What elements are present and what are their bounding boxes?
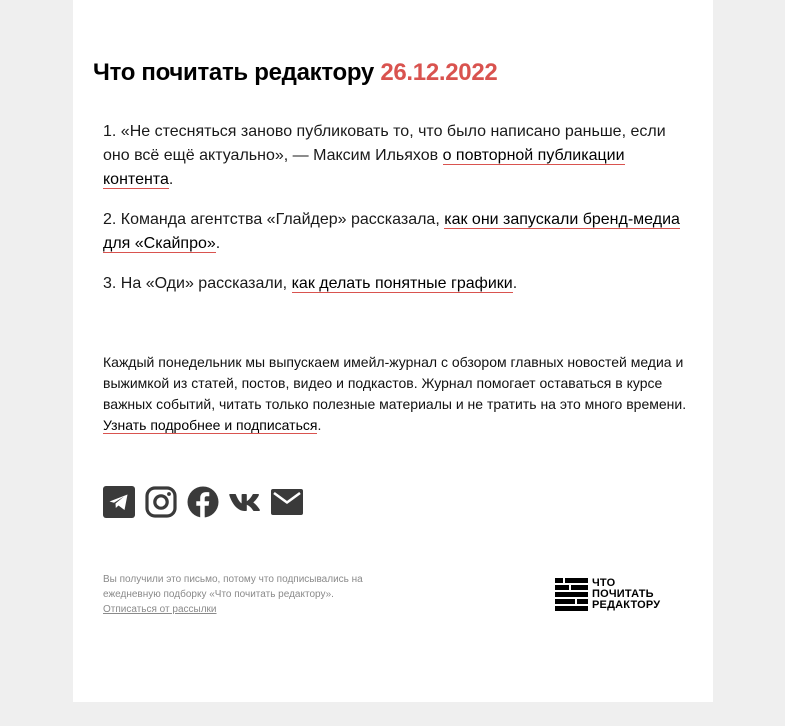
item-tail: . (168, 171, 174, 188)
logo-line: ЧТО (592, 576, 616, 589)
logo-line: ПОЧИТАТЬ (592, 587, 654, 600)
issue-date: 26.12.2022 (380, 59, 498, 86)
article-link[interactable]: как они запускали бренд-медиа для «Скайпро» (103, 211, 680, 252)
email-icon[interactable] (271, 486, 303, 518)
item-text: 1. «Не стесняться заново публиковать то, что было написано раньше, если оно всё ещё актуально», — Максим Ильяхов (103, 123, 666, 164)
subscribe-link[interactable]: Узнать подробнее и подписаться (103, 417, 318, 433)
list-item (103, 120, 683, 192)
page-title (93, 56, 497, 90)
about-text: Каждый понедельник мы выпускаем имейл-журнал с обзором главных новостей медиа и выжимкой из статей, постов, видео и подкастов. Журнал помогает оставаться в курсе важных событий, читать только полезные материалы и не тратить на это много времени. (103, 354, 687, 412)
article-link[interactable]: как делать понятные графики (291, 275, 513, 292)
item-text: 3. На «Оди» рассказали, (103, 275, 292, 292)
reading-list (103, 120, 683, 312)
title-text: Что почитать редактору (93, 59, 374, 86)
facebook-icon[interactable] (187, 486, 219, 518)
article-link[interactable]: о повторной публикации контента (103, 147, 625, 188)
footer-note (103, 572, 393, 617)
brand-logo (555, 576, 685, 612)
instagram-icon[interactable] (145, 486, 177, 518)
logo-wordmark (592, 578, 660, 611)
item-tail: . (512, 275, 518, 292)
social-links (103, 486, 303, 518)
item-tail: . (215, 235, 221, 252)
newsletter-card (73, 0, 713, 702)
list-item (103, 272, 683, 296)
about-tail: . (317, 417, 322, 433)
logo-bars-icon (555, 578, 588, 611)
telegram-icon[interactable] (103, 486, 135, 518)
about-paragraph (103, 352, 688, 436)
unsubscribe-link[interactable]: Отписаться от рассылки (103, 604, 217, 615)
list-item (103, 208, 683, 256)
logo-line: РЕДАКТОРУ (592, 598, 661, 611)
vk-icon[interactable] (229, 486, 261, 518)
item-text: 2. Команда агентства «Глайдер» рассказала, (103, 211, 445, 228)
subscription-reason: Вы получили это письмо, потому что подписывались на ежедневную подборку «Что почитать редактору». (103, 574, 363, 600)
